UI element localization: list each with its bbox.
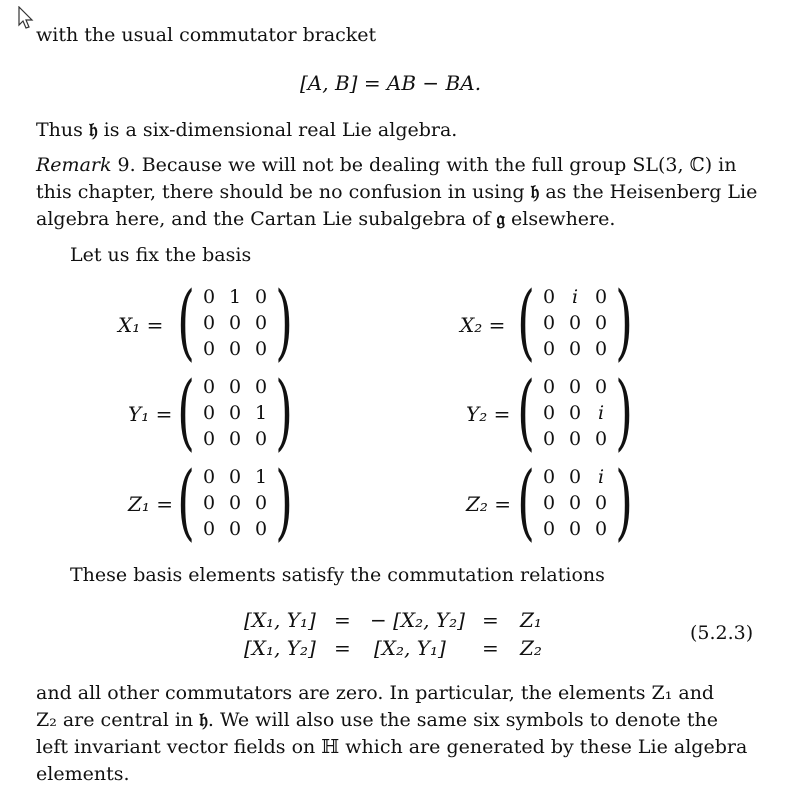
remark-number: 9.: [111, 154, 136, 176]
relation-2-rhs: Z₂: [520, 636, 542, 660]
matrix-z2: ( 0 0 i 0 0 0 0 0 0 ): [517, 455, 633, 550]
equation-number: (5.2.3): [690, 622, 754, 644]
matrix-y1: ( 0 0 0 0 0 1 0 0 0 ): [177, 365, 293, 460]
basis-intro: Let us fix the basis: [70, 244, 252, 266]
remark-text-3b: elsewhere.: [504, 208, 616, 230]
remark-text-2b: as the Heisenberg Lie: [539, 181, 758, 203]
final-line-1: and all other commutators are zero. In particular, the elements Z₁ and: [36, 682, 715, 704]
matrix-y2: ( 0 0 0 0 0 i 0 0 0 ): [517, 365, 633, 460]
relation-2-lhs: [X₁, Y₂]: [244, 636, 316, 660]
right-paren: ): [275, 275, 293, 370]
final-text-2a: Z₂ are central in: [36, 709, 200, 731]
relations-intro: These basis elements satisfy the commutation relations: [70, 564, 605, 586]
relation-1-mid: − [X₂, Y₂]: [370, 608, 465, 632]
matrix-label-x2: X₂ =: [460, 313, 506, 337]
final-line-4: elements.: [36, 763, 130, 785]
intro-line: with the usual commutator bracket: [36, 24, 377, 46]
matrix-label-y1: Y₁ =: [128, 402, 173, 426]
frak-h-symbol: 𝔥: [88, 119, 98, 141]
commutator-equation: [A, B] = AB − BA.: [300, 71, 482, 95]
relation-1-lhs: [X₁, Y₁]: [244, 608, 316, 632]
thus-prefix: Thus: [36, 119, 89, 141]
matrix-x2: ( 0 i 0 0 0 0 0 0 0 ): [517, 275, 633, 370]
remark-line-2: [36, 179, 757, 206]
remark-text-3a: algebra here, and the Cartan Lie subalgebra of: [36, 208, 497, 230]
relation-1-rhs: Z₁: [520, 608, 542, 632]
remark-line-3: [36, 206, 615, 233]
matrix-label-z1: Z₁ =: [128, 492, 174, 516]
relation-2-eq2: =: [482, 636, 499, 660]
matrix-label-x1: X₁ =: [118, 313, 164, 337]
matrix-label-y2: Y₂ =: [466, 402, 511, 426]
frak-g-symbol: 𝔤: [496, 208, 505, 230]
final-line-2: [36, 707, 718, 734]
thus-line: [36, 117, 457, 144]
matrix-z1: ( 0 0 1 0 0 0 0 0 0 ): [177, 455, 293, 550]
relation-1-eq1: =: [334, 608, 351, 632]
matrix-x1: [177, 275, 293, 370]
frak-h-symbol: 𝔥: [530, 181, 540, 203]
remark-text-2a: this chapter, there should be no confusion in using: [36, 181, 531, 203]
mouse-pointer-icon: [18, 6, 34, 30]
relation-2-mid: [X₂, Y₁]: [374, 636, 446, 660]
matrix-label-z2: Z₂ =: [466, 492, 512, 516]
final-text-2b: . We will also use the same six symbols to denote the: [207, 709, 718, 731]
remark-text-1: Because we will not be dealing with the full group SL(3, ℂ) in: [135, 154, 737, 176]
relation-2-eq1: =: [334, 636, 351, 660]
remark-line-1: [36, 152, 736, 179]
frak-h-symbol: 𝔥: [199, 709, 208, 731]
final-line-3: left invariant vector fields on ℍ which are generated by these Lie algebra: [36, 736, 748, 758]
relation-1-eq2: =: [482, 608, 499, 632]
left-paren: (: [177, 275, 195, 370]
remark-label: Remark: [36, 154, 112, 176]
thus-suffix: is a six-dimensional real Lie algebra.: [97, 119, 458, 141]
matrix-cells: 0 1 0 0 0 0 0 0 0: [202, 286, 268, 360]
